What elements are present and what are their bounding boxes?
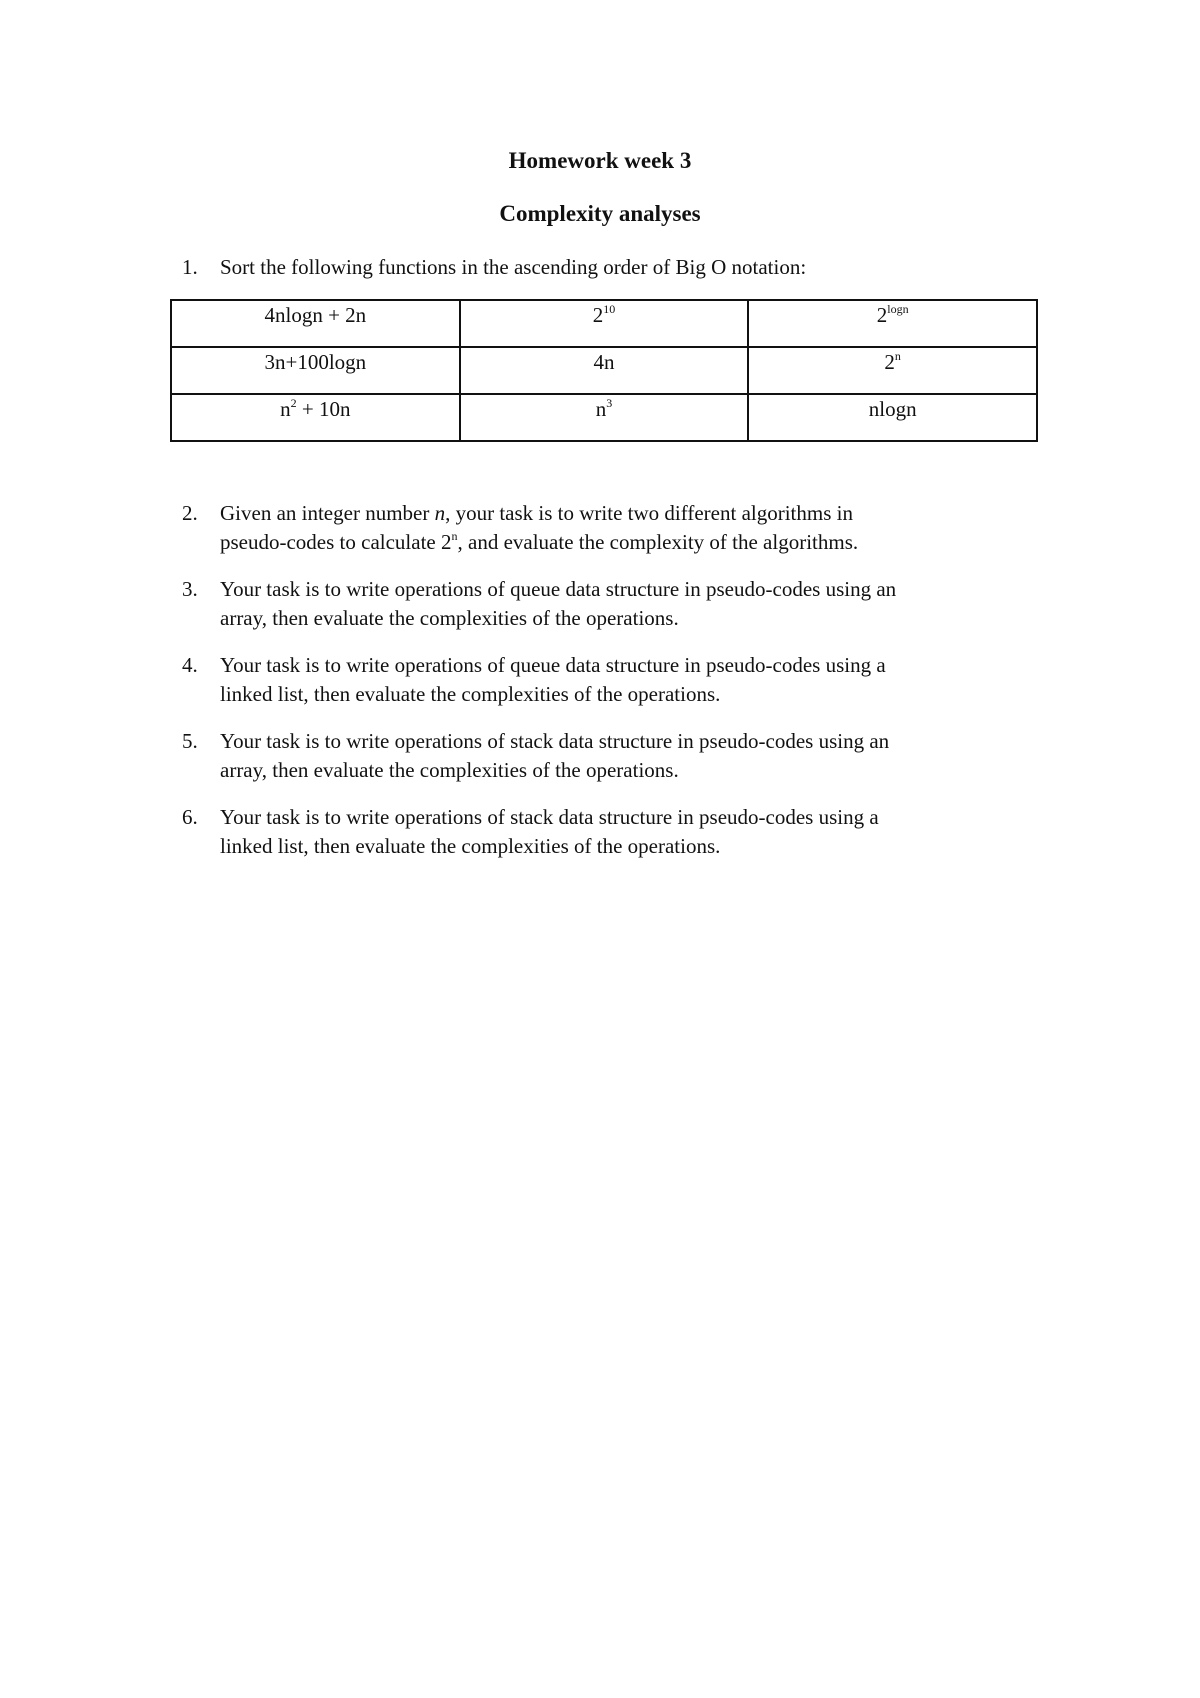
table-cell: [171, 300, 460, 347]
function-expression: [869, 399, 917, 420]
table-cell: [460, 300, 749, 347]
function-expression: [592, 302, 616, 327]
function-expression: [876, 302, 909, 327]
expression-base: 4n: [593, 350, 615, 374]
expression-base: n: [595, 397, 607, 421]
question-line: Your task is to write operations of stack data structure in pseudo-codes using an: [220, 729, 890, 753]
expression-base: nlogn: [868, 397, 917, 421]
expression-base: n: [280, 397, 291, 421]
question-line: linked list, then evaluate the complexities of the operations.: [220, 682, 721, 706]
function-expression: [593, 352, 614, 373]
question-line: Your task is to write operations of stack data structure in pseudo-codes using a: [220, 805, 879, 829]
question-number: 3.: [182, 577, 198, 601]
question-number: 1.: [182, 255, 198, 279]
expression-exponent: 3: [606, 396, 613, 410]
table-row: [171, 300, 1037, 347]
expression-base: 2: [592, 303, 604, 327]
table-row: [171, 394, 1037, 441]
table-row: [171, 347, 1037, 394]
function-expression: [280, 396, 351, 421]
function-expression: [264, 305, 366, 326]
table-cell: [748, 300, 1037, 347]
function-expression: [884, 349, 901, 374]
text-run: , your task is to write two different algorithms in: [445, 501, 853, 525]
expression-exponent: 2: [290, 396, 297, 410]
functions-table-body: [171, 300, 1037, 441]
function-expression: [264, 352, 366, 373]
question-text: Sort the following functions in the ascending order of Big O notation:: [220, 255, 807, 279]
expression-tail: + 10n: [296, 397, 351, 421]
table-cell: [460, 394, 749, 441]
table-cell: [748, 394, 1037, 441]
question-text: [220, 727, 1040, 785]
text-run: Given an integer number: [220, 501, 435, 525]
table-cell: [748, 347, 1037, 394]
exponent: n: [451, 529, 458, 543]
question-text: [220, 575, 1040, 633]
expression-base: 3n+100logn: [264, 350, 367, 374]
question-line: [220, 501, 853, 525]
table-cell: [460, 347, 749, 394]
question-number: 4.: [182, 653, 198, 677]
question-line: linked list, then evaluate the complexities of the operations.: [220, 834, 721, 858]
expression-base: 2: [876, 303, 888, 327]
document-title: Homework week 3: [508, 148, 692, 173]
expression-exponent: 10: [603, 302, 616, 316]
expression-exponent: n: [894, 349, 901, 363]
document-subtitle: Complexity analyses: [499, 201, 701, 226]
function-expression: [595, 396, 613, 421]
question-line: Your task is to write operations of queue data structure in pseudo-codes using a: [220, 653, 886, 677]
question-line: [220, 530, 858, 554]
question-number: 5.: [182, 729, 198, 753]
question-number: 2.: [182, 501, 198, 525]
text-run: , and evaluate the complexity of the algorithms.: [457, 530, 859, 554]
table-cell: [171, 394, 460, 441]
expression-base: 2: [884, 350, 895, 374]
table-cell: [171, 347, 460, 394]
question-line: Your task is to write operations of queue data structure in pseudo-codes using an: [220, 577, 897, 601]
question-text: [220, 499, 1040, 557]
text-run: pseudo-codes to calculate 2: [220, 530, 452, 554]
question-line: array, then evaluate the complexities of the operations.: [220, 606, 679, 630]
functions-table: [170, 299, 1038, 442]
expression-exponent: logn: [887, 302, 909, 316]
question-line: array, then evaluate the complexities of the operations.: [220, 758, 679, 782]
question-number: 6.: [182, 805, 198, 829]
question-text: [220, 651, 1040, 709]
variable-n: n: [434, 501, 446, 525]
expression-base: 4nlogn + 2n: [264, 303, 367, 327]
question-text: [220, 803, 1040, 861]
